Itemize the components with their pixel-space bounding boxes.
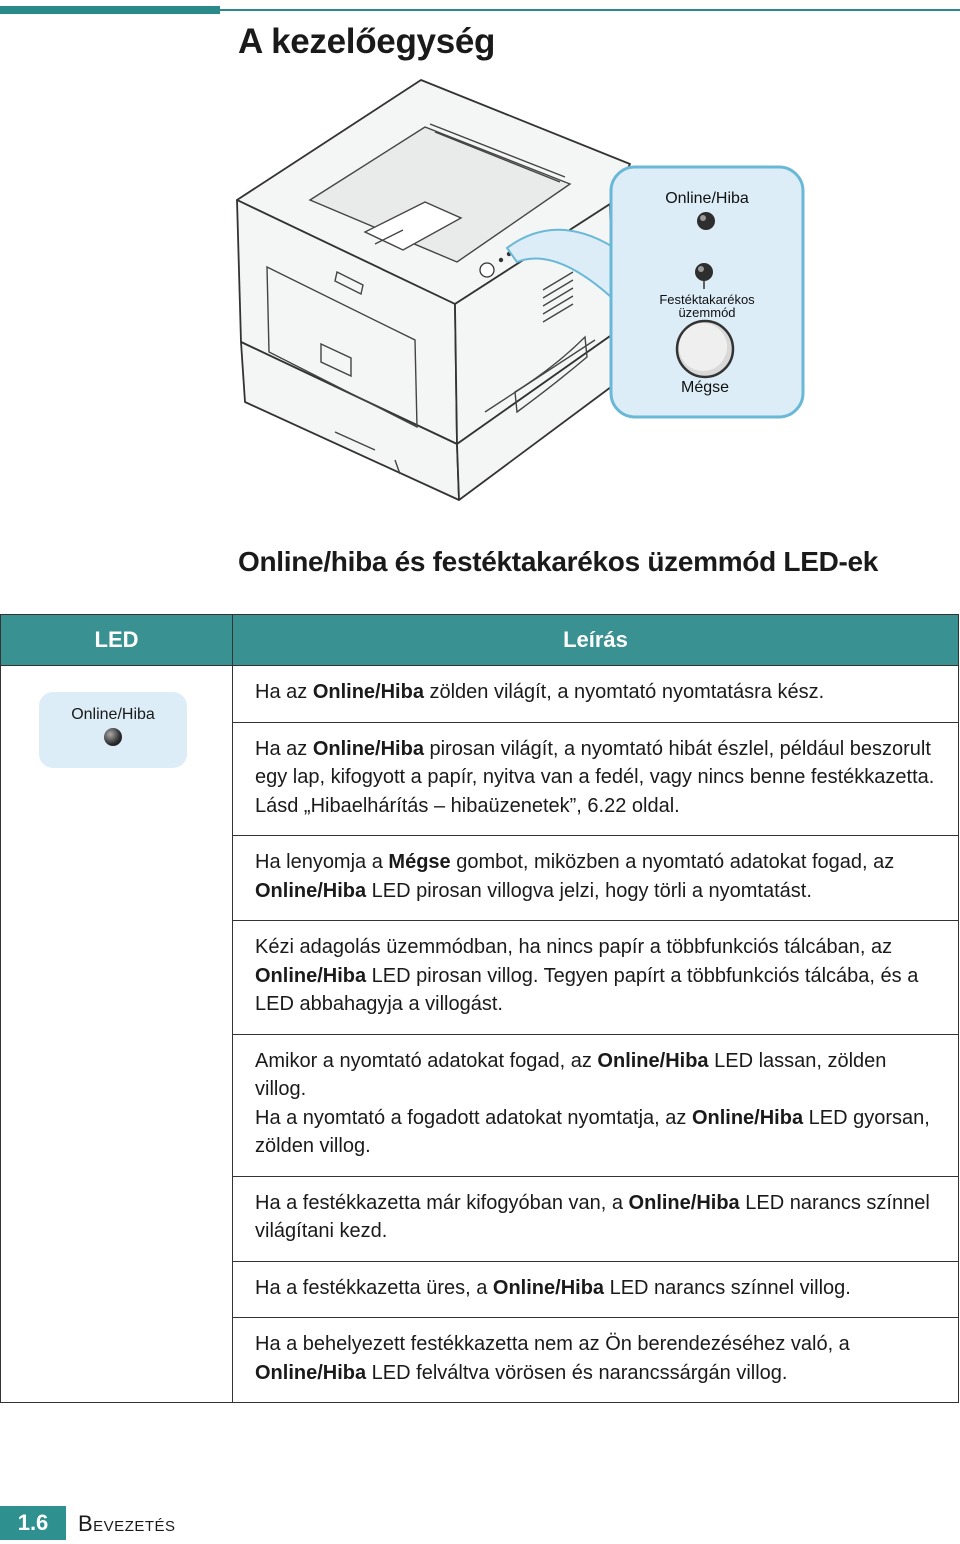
desc-text: LED pirosan villogva jelzi, hogy törli a nyomtatást. [366, 879, 812, 902]
desc-text: LED felváltva vörösen és narancssárgán villog. [366, 1361, 788, 1384]
description-cell [233, 666, 959, 723]
page-title: A kezelőegység [238, 22, 496, 61]
description-cell [233, 1034, 959, 1176]
desc-text: Ha az [255, 681, 313, 703]
desc-bold: Online/Hiba [312, 681, 424, 703]
desc-text: Ha a festékkazetta már kifogyóban van, a [255, 1191, 629, 1214]
printer-led-icon [499, 258, 503, 262]
section-title: Online/hiba és festéktakarékos üzemmód LED-ek [238, 546, 879, 577]
column-header-led: LED [1, 615, 233, 666]
desc-text: LED pirosan villog. Tegyen papírt a többfunkciós tálcába, és a LED abbahagyja a villogást. [255, 964, 919, 1015]
desc-text: zölden világít, a nyomtató nyomtatásra kész. [423, 681, 825, 703]
online-error-led-badge [39, 692, 187, 768]
desc-text: Ha a behelyezett festékkazetta nem az Ön berendezéséhez való, a [255, 1333, 850, 1355]
desc-bold: Online/Hiba [691, 1106, 804, 1129]
description-cell [233, 722, 959, 836]
desc-bold: Online/Hiba [255, 879, 367, 902]
desc-text: gombot, miközben a nyomtató adatokat fogad, az [450, 851, 895, 873]
led-description-table [0, 614, 959, 1403]
toner-save-led-icon [695, 263, 713, 281]
desc-text: LED lassan, zölden villog. Ha a nyomtató a fogadott adatokat nyomtatja, az [255, 1049, 887, 1129]
description-cell [233, 1318, 959, 1403]
description-cell [233, 1261, 959, 1318]
led-badge-label: Online/Hiba [71, 706, 155, 723]
printer-button-icon [480, 263, 494, 277]
table-row [1, 666, 959, 723]
desc-bold: Online/Hiba [597, 1049, 709, 1072]
panel-toner-label-1: Festéktakarékos [659, 292, 755, 307]
panel-online-label: Online/Hiba [665, 190, 749, 207]
desc-bold: Mégse [388, 851, 451, 873]
desc-text: Ha az [255, 737, 313, 760]
panel-toner-label-2: üzemmód [678, 305, 736, 320]
chapter-label: Bevezetés [78, 1511, 176, 1536]
column-header-description: Leírás [233, 615, 959, 666]
desc-text: LED narancs színnel villog. [604, 1276, 851, 1299]
header-rule [220, 9, 960, 11]
desc-text: LED narancs színnel világítani kezd. [255, 1191, 930, 1242]
desc-text: Kézi adagolás üzemmódban, ha nincs papír a többfunkciós tálcában, az [255, 936, 893, 958]
description-cell [233, 921, 959, 1035]
led-cell [1, 666, 233, 1403]
desc-text: LED gyorsan, zölden villog. [255, 1106, 930, 1157]
printer-illustration [225, 72, 825, 512]
led-indicator-icon [104, 728, 122, 746]
description-cell [233, 836, 959, 921]
page-number: 1.6 [0, 1506, 66, 1540]
desc-text: Amikor a nyomtató adatokat fogad, az [255, 1049, 598, 1072]
desc-bold: Online/Hiba [255, 1361, 367, 1384]
desc-text: pirosan világít, a nyomtató hibát észlel, például beszorult egy lap, kifogyott a papír, nyitva van a fedél, vagy nincs benne festékkazetta. Lásd „Hibaelhárítás – hibaüzenetek”, 6.22 oldal. [255, 737, 935, 817]
desc-text: Ha a festékkazetta üres, a [255, 1276, 493, 1299]
desc-bold: Online/Hiba [492, 1276, 605, 1299]
desc-text: Ha lenyomja a [255, 851, 389, 873]
desc-bold: Online/Hiba [255, 964, 367, 987]
description-cell [233, 1176, 959, 1261]
desc-bold: Online/Hiba [628, 1191, 740, 1214]
desc-bold: Online/Hiba [312, 737, 424, 760]
header-accent-bar [0, 6, 220, 14]
panel-cancel-label: Mégse [680, 379, 730, 396]
online-led-icon [697, 212, 715, 230]
